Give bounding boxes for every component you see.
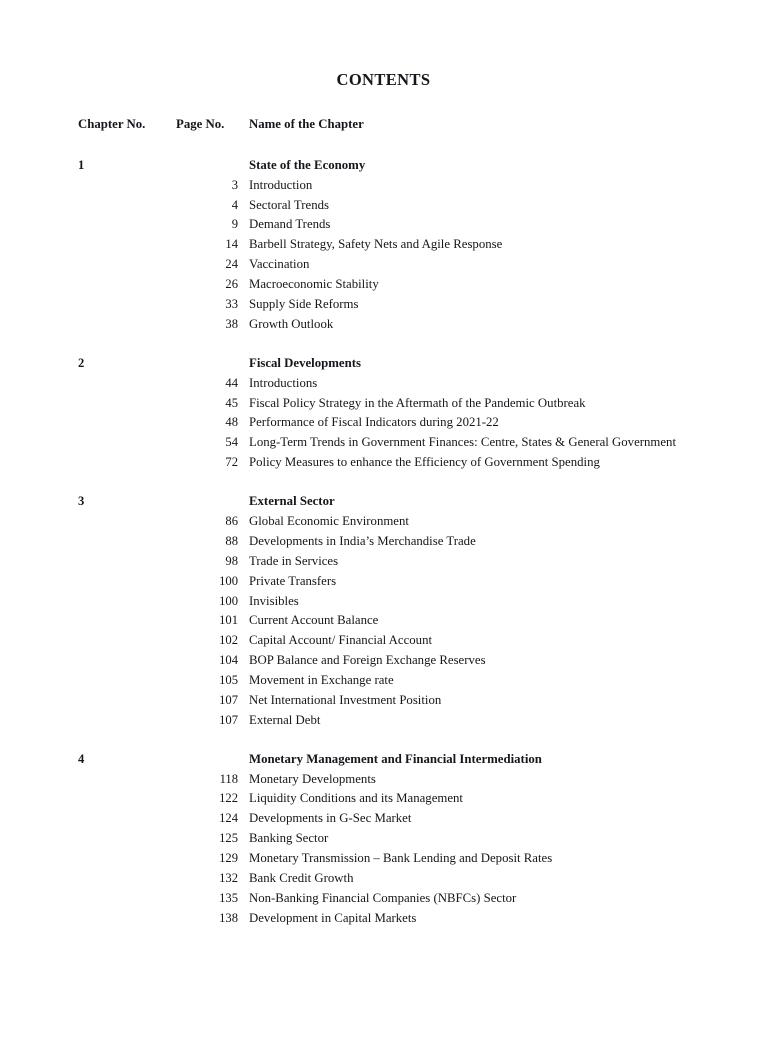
section-row[interactable] — [78, 594, 718, 614]
chapter-title: State of the Economy — [249, 157, 366, 172]
section-title: Development in Capital Markets — [249, 910, 417, 925]
section-page-number: 14 — [225, 237, 238, 252]
section-title: Developments in G-Sec Market — [249, 811, 412, 826]
section-page-number: 38 — [225, 316, 238, 331]
column-header-chapter-name: Name of the Chapter — [249, 117, 364, 131]
section-title: Monetary Transmission – Bank Lending and Deposit Rates — [249, 851, 553, 866]
header-spacer — [78, 137, 718, 158]
section-page-number: 135 — [219, 890, 238, 905]
section-page-number: 44 — [225, 375, 238, 390]
chapter-block-spacer — [78, 475, 718, 494]
chapter-title: Monetary Management and Financial Intermediation — [249, 751, 542, 766]
section-page-number: 107 — [219, 712, 238, 727]
section-row[interactable] — [78, 317, 718, 337]
section-page-number: 101 — [219, 613, 238, 628]
section-row[interactable] — [78, 376, 718, 396]
chapter-heading-row[interactable] — [78, 356, 718, 376]
section-page-number: 72 — [225, 455, 238, 470]
section-page-number: 102 — [219, 633, 238, 648]
section-title: Global Economic Environment — [249, 514, 409, 529]
section-title: Barbell Strategy, Safety Nets and Agile Response — [249, 237, 503, 252]
section-row[interactable] — [78, 257, 718, 277]
table-header-row — [78, 117, 718, 137]
section-row[interactable] — [78, 653, 718, 673]
section-page-number: 104 — [219, 653, 238, 668]
section-title: Long-Term Trends in Government Finances: Centre, States & General Government — [249, 435, 676, 450]
section-row[interactable] — [78, 217, 718, 237]
section-page-number: 125 — [219, 831, 238, 846]
section-title: Fiscal Policy Strategy in the Aftermath of the Pandemic Outbreak — [249, 395, 586, 410]
chapter-block-spacer — [78, 732, 718, 751]
column-header-chapter-no: Chapter No. — [78, 117, 146, 131]
section-page-number: 129 — [219, 851, 238, 866]
section-title: Private Transfers — [249, 573, 337, 588]
section-title: Monetary Developments — [249, 771, 376, 786]
section-row[interactable] — [78, 633, 718, 653]
section-row[interactable] — [78, 911, 718, 931]
section-page-number: 118 — [219, 771, 238, 786]
section-title: Vaccination — [249, 257, 310, 272]
section-page-number: 45 — [225, 395, 238, 410]
section-row[interactable] — [78, 415, 718, 435]
chapter-number: 4 — [78, 751, 85, 766]
section-title: Demand Trends — [249, 217, 331, 232]
section-row[interactable] — [78, 455, 718, 475]
section-page-number: 107 — [219, 692, 238, 707]
section-row[interactable] — [78, 198, 718, 218]
section-row[interactable] — [78, 554, 718, 574]
section-page-number: 9 — [231, 217, 238, 232]
chapter-number: 1 — [78, 157, 85, 172]
section-row[interactable] — [78, 514, 718, 534]
section-page-number: 122 — [219, 791, 238, 806]
chapter-title: Fiscal Developments — [249, 355, 361, 370]
section-title: Capital Account/ Financial Account — [249, 633, 433, 648]
section-row[interactable] — [78, 871, 718, 891]
section-row[interactable] — [78, 574, 718, 594]
section-title: BOP Balance and Foreign Exchange Reserves — [249, 653, 486, 668]
chapter-heading-row[interactable] — [78, 158, 718, 178]
section-title: Invisibles — [249, 593, 299, 608]
section-row[interactable] — [78, 811, 718, 831]
section-row[interactable] — [78, 713, 718, 733]
section-page-number: 86 — [225, 514, 238, 529]
section-title: Growth Outlook — [249, 316, 334, 331]
section-title: Movement in Exchange rate — [249, 672, 394, 687]
section-page-number: 4 — [231, 197, 238, 212]
section-row[interactable] — [78, 891, 718, 911]
chapter-heading-row[interactable] — [78, 752, 718, 772]
section-title: Performance of Fiscal Indicators during 2021-22 — [249, 415, 499, 430]
chapter-heading-row[interactable] — [78, 494, 718, 514]
section-title: Developments in India’s Merchandise Trade — [249, 533, 476, 548]
section-row[interactable] — [78, 178, 718, 198]
section-page-number: 100 — [219, 593, 238, 608]
chapter-title: External Sector — [249, 494, 335, 509]
section-page-number: 48 — [225, 415, 238, 430]
section-page-number: 138 — [219, 910, 238, 925]
table-of-contents — [78, 117, 718, 930]
section-row[interactable] — [78, 831, 718, 851]
section-row[interactable] — [78, 534, 718, 554]
section-page-number: 3 — [231, 177, 238, 192]
section-row[interactable] — [78, 435, 718, 455]
chapter-number: 3 — [78, 494, 85, 509]
section-page-number: 24 — [225, 257, 238, 272]
section-title: Non-Banking Financial Companies (NBFCs) Sector — [249, 890, 517, 905]
section-row[interactable] — [78, 613, 718, 633]
chapter-number: 2 — [78, 355, 85, 370]
section-page-number: 33 — [225, 296, 238, 311]
section-title: Introductions — [249, 375, 318, 390]
section-title: Introduction — [249, 177, 313, 192]
section-title: Macroeconomic Stability — [249, 276, 379, 291]
section-title: External Debt — [249, 712, 321, 727]
section-row[interactable] — [78, 237, 718, 257]
section-page-number: 88 — [225, 533, 238, 548]
section-title: Trade in Services — [249, 553, 339, 568]
page-title: CONTENTS — [336, 70, 431, 89]
section-page-number: 26 — [225, 276, 238, 291]
section-page-number: 105 — [219, 672, 238, 687]
section-row[interactable] — [78, 693, 718, 713]
section-page-number: 100 — [219, 573, 238, 588]
section-row[interactable] — [78, 791, 718, 811]
section-row[interactable] — [78, 772, 718, 792]
chapter-block-spacer — [78, 336, 718, 355]
section-title: Liquidity Conditions and its Management — [249, 791, 463, 806]
section-title: Bank Credit Growth — [249, 870, 354, 885]
section-title: Banking Sector — [249, 831, 329, 846]
section-row[interactable] — [78, 297, 718, 317]
section-page-number: 98 — [225, 553, 238, 568]
section-title: Sectoral Trends — [249, 197, 329, 212]
section-title: Net International Investment Position — [249, 692, 442, 707]
section-row[interactable] — [78, 851, 718, 871]
section-page-number: 132 — [219, 870, 238, 885]
section-title: Policy Measures to enhance the Efficiency of Government Spending — [249, 455, 600, 470]
section-page-number: 54 — [225, 435, 238, 450]
section-row[interactable] — [78, 673, 718, 693]
column-header-page-no: Page No. — [176, 117, 225, 131]
chapters-container — [78, 158, 718, 931]
section-page-number: 124 — [219, 811, 238, 826]
section-title: Current Account Balance — [249, 613, 379, 628]
section-title: Supply Side Reforms — [249, 296, 359, 311]
section-row[interactable] — [78, 277, 718, 297]
section-row[interactable] — [78, 396, 718, 416]
